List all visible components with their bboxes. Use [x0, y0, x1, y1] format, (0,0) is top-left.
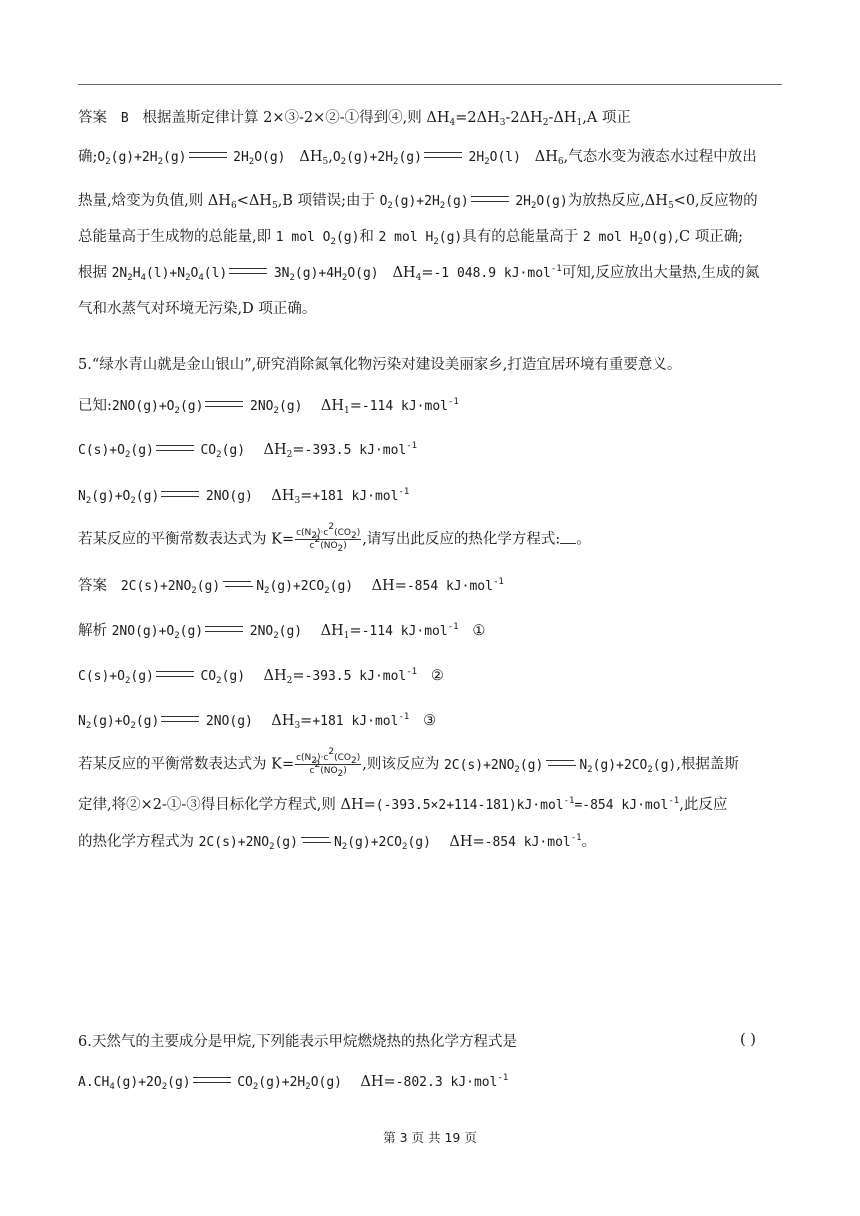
- q5-analysis-eq3: $N_2(g)+O_2(g)$ 2NO(g) $\Delta H_3=+181$ kJ·mol$^{-1}$ ③: [78, 712, 437, 731]
- q5-analysis-line5: 定律,将②×2-①-③得目标化学方程式,则 ΔH=(-393.5×2+114-181)kJ·mol$^{-1}$=-854 kJ·mol$^{-1}$,此反应: [78, 796, 728, 813]
- q5-stem: 5.“绿水青山就是金山银山”,研究消除氮氧化物污染对建设美丽家乡,打造宜居环境有重要意义。: [78, 357, 682, 373]
- q5-given-eq1: 已知$:2NO(g)+O_2(g)$ $2NO_2(g)$ $\Delta H_1=-114$ kJ·mol$^{-1}$: [78, 397, 459, 416]
- answer-parentheses: ( ): [740, 1032, 756, 1048]
- q5-given-eq2: $C(s)+O_2(g)$ $CO_2(g)$ $\Delta H_2=-393.5$ kJ·mol$^{-1}$: [78, 441, 418, 460]
- q5-given-eq3: $N_2(g)+O_2(g)$ 2NO(g) $\Delta H_3=+181$ kJ·mol$^{-1}$: [78, 487, 410, 506]
- q5-k-expression: 若某反应的平衡常数表达式为 K= $\frac{c(N_2)\cdot c^2(CO_2)}{c^2(NO_2)}$ ,请写出此反应的热化学方程式: 。: [78, 522, 591, 554]
- q5-analysis-eq2: $C(s)+O_2(g)$ $CO_2(g)$ $\Delta H_2=-393.5$ kJ·mol$^{-1}$ ②: [78, 667, 444, 686]
- answer4-line6: 气和水蒸气对环境无污染,D 项正确。: [78, 301, 317, 317]
- header-rule: [78, 84, 782, 85]
- answer4-line5: 根据 $2N_2H_4(l)+N_2O_4(l)$ $3N_2(g)+4H_2O(g)$ $\Delta H_4=-1$ 048.9 kJ·mol$^{-1}$可知,反应放出大量热,生成的氮: [78, 264, 760, 283]
- q5-answer: 答案 $2C(s)+2NO_2(g)$ $N_2(g)+2CO_2(g)$ ΔH=-854 kJ·mol$^{-1}$: [78, 577, 504, 596]
- answer4-line4: 总能量高于生成物的总能量,即 1 mol $O_2(g)$和 2 mol $H_2(g)$具有的总能量高于 2 mol $H_2O(g),C$ 项正确;: [78, 229, 744, 247]
- q5-analysis-line6: 的热化学方程式为 $2C(s)+2NO_2(g)$ $N_2(g)+2CO_2(g)$ ΔH=-854 kJ·mol$^{-1}$。: [78, 833, 597, 852]
- q6-option-a: $A.CH_4(g)+2O_2(g)$ $CO_2(g)+2H_2O(g)$ ΔH=-802.3 kJ·mol$^{-1}$: [78, 1073, 509, 1092]
- q5-analysis-line4: 若某反应的平衡常数表达式为 K= $\frac{c(N_2)\cdot c^2(CO_2)}{c^2(NO_2)}$ ,则该反应为 $2C(s)+2NO_2(g)$ $N_2(g)+2CO_2(g)$,根据盖斯: [78, 747, 739, 779]
- q6-stem: 6.天然气的主要成分是甲烷,下列能表示甲烷燃烧热的热化学方程式是: [78, 1034, 517, 1050]
- answer4-line3: 热量,焓变为负值,则 $\Delta H_6<\Delta H_5,B$ 项错误;由于 $O_2(g)+2H_2(g)$ $2H_2O(g)$为放热反应$,\Delta H_5<0$,反应物的: [78, 193, 758, 211]
- answer-blank: [560, 531, 576, 544]
- k-fraction: $\frac{c(N_2)\cdot c^2(CO_2)}{c^2(NO_2)}$: [296, 522, 361, 554]
- q5-analysis-eq1: 解析 $2NO(g)+O_2(g)$ $2NO_2(g)$ $\Delta H_1=-114$ kJ·mol$^{-1}$ ①: [78, 622, 486, 641]
- page-footer: 第 3 页 共 19 页: [383, 1130, 477, 1145]
- answer4-line2: 确$;O_2(g)+2H_2(g)$ $2H_2O(g)$ $\Delta H_5,O_2(g)+2H_2(g)$ $2H_2O(l)$ $\Delta H_6$,气态水变为液态水过程中放出: [78, 149, 757, 167]
- answer4-line1: 答案 B 根据盖斯定律计算 2×③-2×②-①得到④,则 $\Delta H_4=2\Delta H_3-2\Delta H_2-\Delta H_1,A$ 项正: [78, 110, 631, 128]
